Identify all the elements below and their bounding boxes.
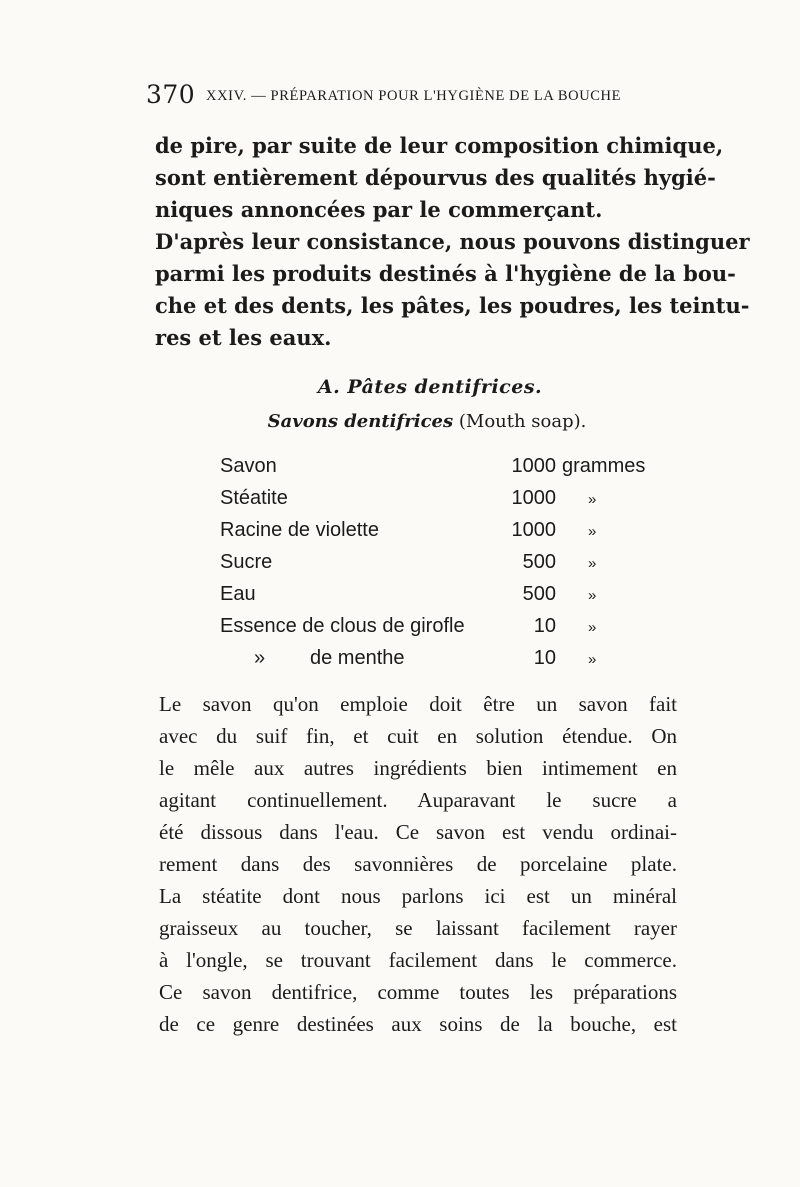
recipe-row — [220, 455, 660, 487]
ingredient-name: Eau — [220, 583, 256, 605]
ingredient-unit: grammes — [562, 455, 646, 477]
ditto-mark: » — [588, 555, 597, 572]
text-line: Ce savon dentifrice, comme toutes les préparations — [159, 980, 677, 1004]
ditto-mark: » — [588, 491, 597, 508]
ingredient-quantity: 1000 — [511, 519, 556, 541]
ingredient-quantity: 500 — [522, 583, 556, 605]
ditto-mark: » — [254, 647, 266, 669]
text-line: le mêle aux autres ingrédients bien intimement en — [159, 756, 677, 780]
ingredient-name-ditto — [254, 647, 405, 670]
ingredient-quantity: 1000 — [511, 487, 556, 509]
page-number: 370 — [146, 80, 196, 109]
recipe-row — [220, 519, 660, 551]
text-line: sont entièrement dépourvus des qualités hygié- — [155, 165, 716, 190]
text-line: res et les eaux. — [155, 325, 332, 350]
text-line: de pire, par suite de leur composition chimique, — [155, 133, 724, 158]
text-line: rement dans des savonnières de porcelaine plate. — [159, 852, 677, 876]
ditto-mark: » — [588, 651, 597, 668]
ingredient-quantity: 10 — [533, 615, 556, 637]
text-line: La stéatite dont nous parlons ici est un minéral — [159, 884, 677, 908]
recipe-row — [220, 583, 660, 615]
ingredient-name: de menthe — [310, 647, 405, 669]
text-line: de ce genre destinées aux soins de la bouche, est — [159, 1012, 677, 1036]
recipe-row — [220, 487, 660, 519]
ingredient-quantity: 1000 — [511, 455, 556, 477]
text-line: été dissous dans l'eau. Ce savon est vendu ordinai- — [159, 820, 677, 844]
text-line: Le savon qu'on emploie doit être un savon fait — [159, 692, 677, 716]
recipe-row — [220, 551, 660, 583]
ingredient-quantity: 10 — [533, 647, 556, 669]
recipe-row — [220, 615, 660, 647]
section-subheading — [0, 411, 800, 432]
text-line: avec du suif fin, et cuit en solution étendue. On — [159, 724, 677, 748]
ditto-mark: » — [588, 587, 597, 604]
ingredient-name: Stéatite — [220, 487, 288, 509]
intro-paragraph — [155, 130, 750, 354]
ditto-mark: » — [588, 523, 597, 540]
ingredient-quantity: 500 — [522, 551, 556, 573]
text-line: D'après leur consistance, nous pouvons distinguer — [155, 229, 750, 254]
subheading-rest: (Mouth soap). — [458, 411, 587, 432]
ingredient-name: Savon — [220, 455, 277, 477]
recipe-row — [220, 647, 660, 679]
ingredient-name: Racine de violette — [220, 519, 379, 541]
subheading-italic: Savons dentifrices — [267, 411, 454, 432]
ingredient-name: Sucre — [220, 551, 273, 573]
running-head — [146, 80, 676, 116]
text-line: agitant continuellement. Auparavant le sucre a — [159, 788, 677, 812]
body-paragraph — [159, 688, 677, 1040]
running-head-title: XXIV. — PRÉPARATION POUR L'HYGIÈNE DE LA BOUCHE — [206, 88, 622, 104]
recipe-table — [220, 455, 660, 679]
text-line: parmi les produits destinés à l'hygiène de la bou- — [155, 261, 736, 286]
ditto-mark: » — [588, 619, 597, 636]
ingredient-name: Essence de clous de girofle — [220, 615, 465, 637]
section-heading: A. Pâtes dentifrices. — [317, 376, 543, 398]
text-line: che et des dents, les pâtes, les poudres, les teintu- — [155, 293, 750, 318]
text-line: graisseux au toucher, se laissant facilement rayer — [159, 916, 677, 940]
text-line: niques annoncées par le commerçant. — [155, 197, 603, 222]
text-line: à l'ongle, se trouvant facilement dans le commerce. — [159, 948, 677, 972]
